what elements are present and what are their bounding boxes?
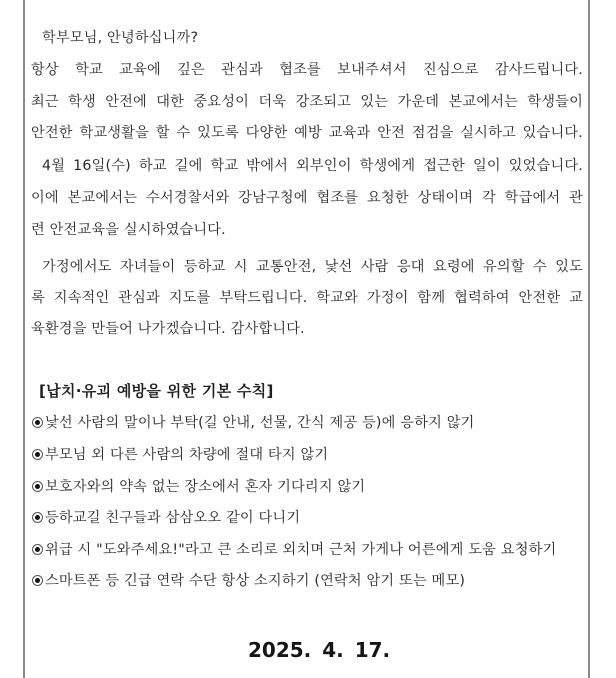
rule-text: 보호자와의 약속 없는 장소에서 혼자 기다리지 않기 <box>45 479 366 495</box>
rule-item <box>32 445 328 465</box>
rule-item <box>32 571 465 591</box>
paragraph-line: 가정에서도 자녀들이 등하교 시 교통안전, 낯선 사람 응대 요령에 유의할 수 있도 <box>42 259 583 275</box>
rule-text: 위급 시 "도와주세요!"라고 큰 소리로 외치며 근처 가게나 어른에게 도움 요청하기 <box>45 542 557 558</box>
paragraph-line: 안전한 학교생활을 할 수 있도록 다양한 예방 교육과 안전 점검을 실시하고 있습니다. <box>31 125 583 141</box>
fisheye-bullet-icon <box>32 481 43 492</box>
fisheye-bullet-icon <box>32 512 43 523</box>
fisheye-bullet-icon <box>32 417 43 428</box>
rule-text: 등하교길 친구들과 삼삼오오 같이 다니기 <box>45 510 301 526</box>
rule-item <box>32 540 556 560</box>
paragraph-line: 록 지속적인 관심과 지도를 부탁드립니다. 학교와 가정이 함께 협력하여 안전한 교 <box>31 290 583 306</box>
rules-heading: [납치·유괴 예방을 위한 기본 수칙] <box>39 382 274 400</box>
greeting: 학부모님, 안녕하십니까? <box>42 30 199 46</box>
fisheye-bullet-icon <box>32 575 43 586</box>
rule-text: 부모님 외 다른 사람의 차량에 절대 타지 않기 <box>45 447 329 463</box>
paragraph-line: 4월 16일(수) 하교 길에 학교 밖에서 외부인이 학생에게 접근한 일이 있었습니다. <box>42 158 583 174</box>
rule-item <box>32 477 365 497</box>
document-date: 2025. 4. 17. <box>248 638 391 662</box>
fisheye-bullet-icon <box>32 449 43 460</box>
rule-item <box>32 413 475 433</box>
paragraph-line: 육환경을 만들어 나가겠습니다. 감사합니다. <box>31 321 305 337</box>
rule-text: 스마트폰 등 긴급 연락 수단 항상 소지하기 (연락처 암기 또는 메모) <box>45 573 466 589</box>
document-page <box>23 0 590 678</box>
paragraph-line: 련 안전교육을 실시하였습니다. <box>31 222 226 238</box>
rule-text: 낯선 사람의 말이나 부탁(길 안내, 선물, 간식 제공 등)에 응하지 않기 <box>45 415 475 431</box>
fisheye-bullet-icon <box>32 544 43 555</box>
paragraph-line: 이에 본교에서는 수서경찰서와 강남구청에 협조를 요청한 상태이며 각 학급에서 관 <box>31 190 583 206</box>
paragraph-line: 항상 학교 교육에 깊은 관심과 협조를 보내주셔서 진심으로 감사드립니다. <box>31 62 583 78</box>
paragraph-line: 최근 학생 안전에 대한 중요성이 더욱 강조되고 있는 가운데 본교에서는 학생들이 <box>31 94 583 110</box>
rule-item <box>32 508 300 528</box>
